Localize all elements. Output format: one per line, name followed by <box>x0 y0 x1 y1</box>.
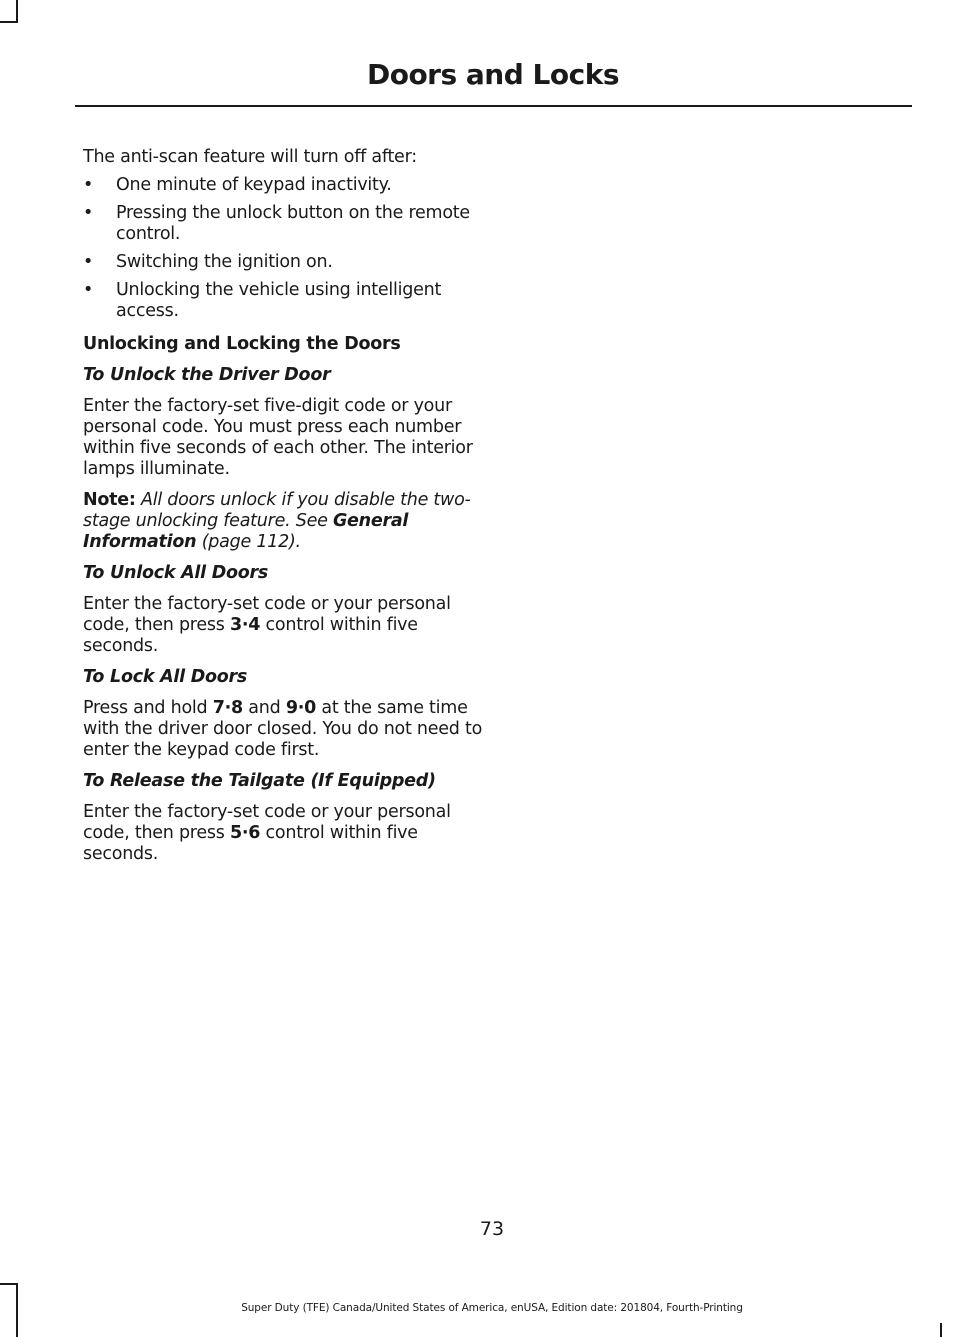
crop-mark-bottom-left-horizontal <box>0 1283 18 1285</box>
list-item <box>83 280 483 322</box>
lock-all-control-1: 7·8 <box>212 698 243 718</box>
note-page-ref: (page 112). <box>201 532 301 552</box>
note-label: Note: <box>83 490 136 510</box>
bullet-icon: • <box>83 203 94 223</box>
footer-text: Super Duty (TFE) Canada/United States of America, enUSA, Edition date: 201804, Fourth-Printing <box>241 1302 743 1314</box>
list-item-text: One minute of keypad inactivity. <box>116 175 392 195</box>
tailgate-text-after: control within five seconds. <box>83 823 418 864</box>
page-number: 73 <box>479 1218 505 1240</box>
section-heading: Unlocking and Locking the Doors <box>83 334 401 354</box>
main-content <box>83 147 483 875</box>
crop-mark-bottom-right-vertical <box>940 1323 942 1337</box>
list-item <box>83 252 483 273</box>
note-paragraph <box>83 490 483 553</box>
header-rule <box>75 105 912 107</box>
bullet-icon: • <box>83 252 94 272</box>
crop-mark-top-left-vertical <box>16 0 18 21</box>
intro-paragraph: The anti-scan feature will turn off after: <box>83 147 417 167</box>
note-text: All doors unlock if you disable the two-stage unlocking feature. See <box>83 490 471 531</box>
unlock-all-heading: To Unlock All Doors <box>83 563 269 583</box>
tailgate-control: 5·6 <box>229 823 261 843</box>
tailgate-heading: To Release the Tailgate (If Equipped) <box>83 771 436 791</box>
tailgate-paragraph <box>83 802 483 865</box>
bullet-icon: • <box>83 175 94 195</box>
unlock-all-paragraph <box>83 594 483 657</box>
lock-all-paragraph <box>83 698 483 761</box>
general-information-link[interactable]: General Information <box>83 511 409 552</box>
lock-all-heading: To Lock All Doors <box>83 667 248 687</box>
unlock-all-text-after: control within five seconds. <box>83 615 418 656</box>
unlock-all-control: 3·4 <box>229 615 261 635</box>
lock-all-text-before: Press and hold <box>83 698 208 718</box>
list-item-text: Unlocking the vehicle using intelligent access. <box>116 280 442 321</box>
list-item-text: Switching the ignition on. <box>116 252 333 272</box>
list-item <box>83 175 483 196</box>
list-item-text: Pressing the unlock button on the remote control. <box>116 203 470 244</box>
tailgate-text-before: Enter the factory-set code or your personal code, then press <box>83 802 451 843</box>
driver-door-paragraph: Enter the factory-set five-digit code or your personal code. You must press each number within five seconds of each other. The interior lamps illuminate. <box>83 396 473 479</box>
crop-mark-top-left-horizontal <box>0 21 18 23</box>
page-title: Doors and Locks <box>366 58 619 91</box>
list-item <box>83 203 483 245</box>
bullet-icon: • <box>83 280 94 300</box>
driver-door-heading: To Unlock the Driver Door <box>83 365 331 385</box>
lock-all-control-2: 9·0 <box>285 698 317 718</box>
lock-all-text-mid: and <box>248 698 281 718</box>
lock-all-text-after: at the same time with the driver door closed. You do not need to enter the keypad code first. <box>83 698 483 760</box>
anti-scan-list <box>83 175 483 322</box>
unlock-all-text-before: Enter the factory-set code or your personal code, then press <box>83 594 451 635</box>
